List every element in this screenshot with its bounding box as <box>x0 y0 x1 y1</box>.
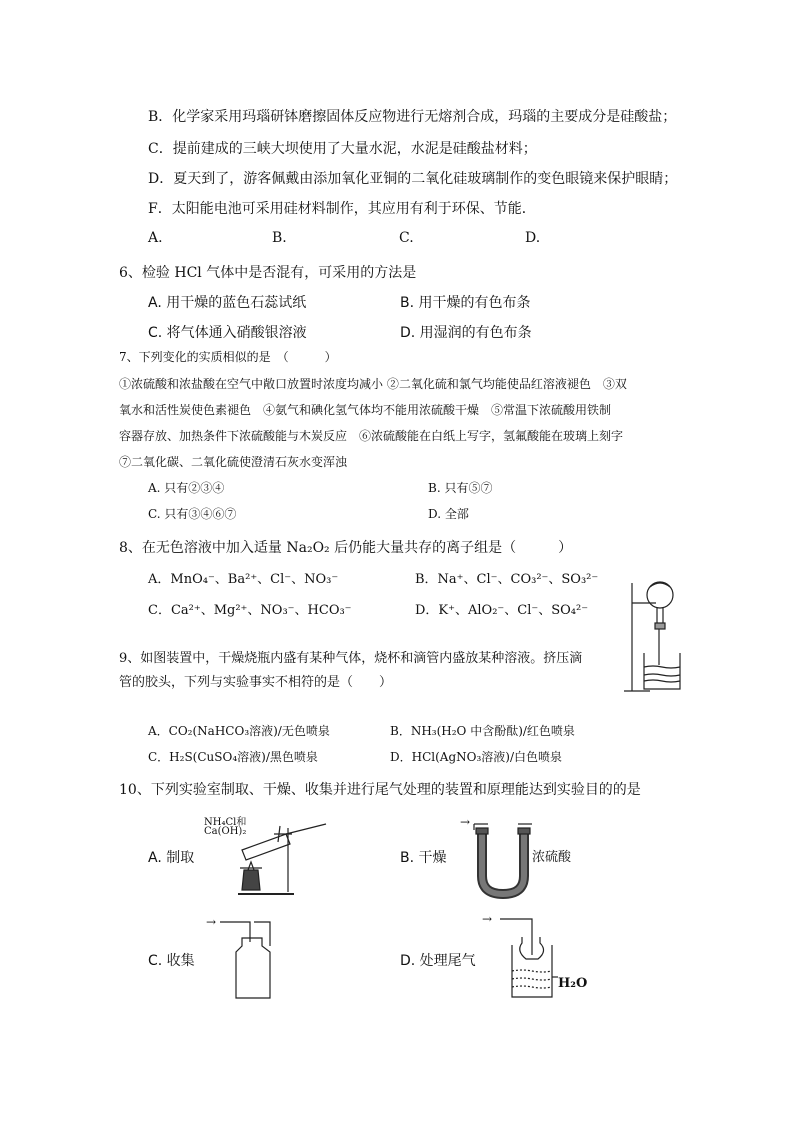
q9-stem-line-1: 9、如图装置中，干燥烧瓶内盛有某种气体，烧杯和滴管内盛放某种溶液。挤压滴 <box>119 651 583 666</box>
q10-stem: 10、下列实验室制取、干燥、收集并进行尾气处理的装置和原理能达到实验目的的是 <box>119 782 641 798</box>
q8-stem: 8、在无色溶液中加入适量 Na₂O₂ 后仍能大量共存的离子组是（ ） <box>119 540 573 556</box>
q10-option-a: A. 制取 <box>148 850 195 866</box>
fountain-apparatus-figure <box>620 575 700 695</box>
q7-option-d: D. 全部 <box>428 507 469 521</box>
fig-b-arrow: → <box>460 815 471 829</box>
q7-option-c: C. 只有③④⑥⑦ <box>148 507 237 521</box>
q5-choice-b: B. <box>272 230 287 246</box>
fig-a-generation-apparatus <box>230 820 330 900</box>
q8-option-c: C．Ca²⁺、Mg²⁺、NO₃⁻、HCO₃⁻ <box>148 603 352 618</box>
q9-option-b: B．NH₃(H₂O 中含酚酞)/红色喷泉 <box>390 724 575 738</box>
q9-option-c: C．H₂S(CuSO₄溶液)/黑色喷泉 <box>148 750 318 764</box>
q5-option-b: B．化学家采用玛瑙研钵磨擦固体反应物进行无熔剂合成，玛瑙的主要成分是硅酸盐； <box>148 109 677 125</box>
q7-stem: 7、下列变化的实质相似的是 （ ） <box>119 350 337 364</box>
q5-choice-a: A. <box>148 230 163 246</box>
q7-statement-line-1: ①浓硫酸和浓盐酸在空气中敞口放置时浓度均减小 ②二氧化硫和氯气均能使品红溶液褪色 ③双 <box>119 377 627 391</box>
q10-option-b: B. 干燥 <box>400 850 447 866</box>
q5-option-c: C．提前建成的三峡大坝使用了大量水泥，水泥是硅酸盐材料； <box>148 141 537 157</box>
q7-option-b: B. 只有⑤⑦ <box>428 481 493 495</box>
fig-c-arrow: → <box>206 915 217 929</box>
fig-d-label: H₂O <box>558 976 588 991</box>
q6-option-a: A. 用干燥的蓝色石蕊试纸 <box>148 295 307 311</box>
fig-c-collecting-bottle <box>220 918 290 1002</box>
q5-option-d: D．夏天到了，游客佩戴由添加氧化亚铜的二氧化硅玻璃制作的变色眼镜来保护眼睛； <box>148 171 678 187</box>
q7-statement-line-4: ⑦二氧化碳、二氧化硫使澄清石灰水变浑浊 <box>119 455 348 469</box>
fig-d-arrow: → <box>482 912 493 926</box>
fig-a-label-line-1: NH₄Cl和 <box>204 817 247 828</box>
q9-stem-line-2: 管的胶头，下列与实验事实不相符的是（ ） <box>119 675 393 690</box>
q8-option-d: D．K⁺、AlO₂⁻、Cl⁻、SO₄²⁻ <box>415 603 589 618</box>
q5-choice-c: C. <box>399 230 414 246</box>
q6-stem: 6、检验 HCl 气体中是否混有，可采用的方法是 <box>119 265 417 281</box>
q6-option-b: B. 用干燥的有色布条 <box>400 295 531 311</box>
q5-option-f: F．太阳能电池可采用硅材料制作，其应用有利于环保、节能． <box>148 201 536 217</box>
fig-a-label-line-2: Ca(OH)₂ <box>204 826 247 837</box>
q5-choice-d: D. <box>525 230 541 246</box>
q6-option-c: C. 将气体通入硝酸银溶液 <box>148 325 307 341</box>
fig-b-label: 浓硫酸 <box>532 850 572 865</box>
q8-option-a: A．MnO₄⁻、Ba²⁺、Cl⁻、NO₃⁻ <box>148 572 339 587</box>
fig-b-u-tube <box>470 820 540 898</box>
q10-option-d: D. 处理尾气 <box>400 953 476 969</box>
q6-option-d: D. 用湿润的有色布条 <box>400 325 532 341</box>
q7-statement-line-2: 氧水和活性炭使色素褪色 ④氨气和碘化氢气体均不能用浓硫酸干燥 ⑤常温下浓硫酸用铁制 <box>119 403 612 417</box>
fig-d-absorption-apparatus <box>500 915 560 1001</box>
q10-option-c: C. 收集 <box>148 953 195 969</box>
q7-option-a: A. 只有②③④ <box>148 481 225 495</box>
q8-option-b: B．Na⁺、Cl⁻、CO₃²⁻、SO₃²⁻ <box>415 572 599 587</box>
q9-option-d: D．HCl(AgNO₃溶液)/白色喷泉 <box>390 750 563 764</box>
q9-option-a: A．CO₂(NaHCO₃溶液)/无色喷泉 <box>148 724 330 738</box>
q7-statement-line-3: 容器存放、加热条件下浓硫酸能与木炭反应 ⑥浓硫酸能在白纸上写字，氢氟酸能在玻璃上刻字 <box>119 429 624 443</box>
